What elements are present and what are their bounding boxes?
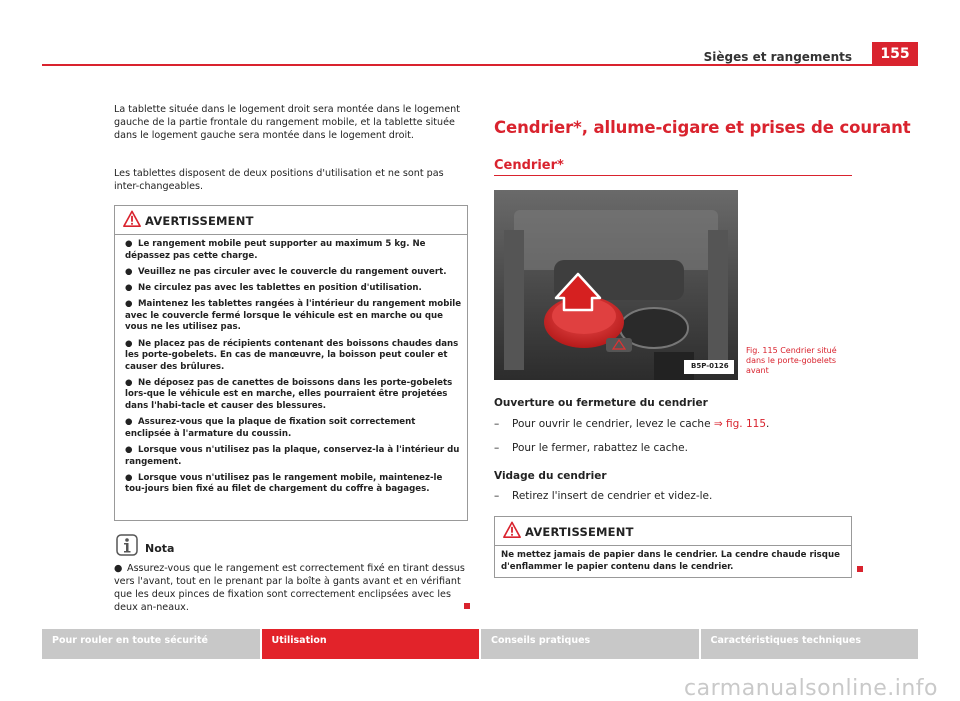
warning-item: ● Le rangement mobile peut supporter au maximum 5 kg. Ne dépassez pas cette charge.: [125, 239, 426, 261]
warning-title: AVERTISSEMENT: [145, 214, 254, 228]
step-open: – Pour ouvrir le cendrier, levez le cache ⇒ fig. 115.: [494, 418, 770, 430]
empty-title: Vidage du cendrier: [494, 470, 607, 482]
intro-paragraph-2: Les tablettes disposent de deux positions d'utilisation et ne sont pas inter-changeables.: [114, 168, 444, 192]
tab-conseils[interactable]: Conseils pratiques: [481, 629, 699, 659]
warning-item: ● Ne placez pas de récipients contenant des boissons chaudes dans les porte-gobelets. En cas de manœuvre, la boisson peut couler et causer des brûlures.: [125, 338, 459, 372]
page-number: 155: [872, 42, 918, 66]
subsection-heading: Cendrier*: [494, 158, 564, 173]
ashtray-warning-text: Ne mettez jamais de papier dans le cendrier. La cendre chaude risque d'enflammer le papier contenu dans le cendrier.: [501, 550, 840, 572]
section-title: Sièges et rangements: [703, 50, 852, 64]
warning-item: ● Lorsque vous n'utilisez pas le rangement mobile, maintenez-le tou-jours bien fixé au filet de chargement du coffre à bagages.: [125, 472, 443, 495]
tab-utilisation[interactable]: Utilisation: [262, 629, 480, 659]
info-note-icon: [116, 533, 138, 557]
section-heading: Cendrier*, allume-cigare et prises de courant: [494, 118, 911, 137]
step-close: – Pour le fermer, rabattez le cache.: [494, 442, 688, 454]
step-empty: – Retirez l'insert de cendrier et videz-le.: [494, 490, 713, 502]
warning-title: AVERTISSEMENT: [525, 525, 634, 539]
figure-caption: Fig. 115 Cendrier situé dans le porte-gobelets avant: [746, 346, 837, 375]
section-end-marker: [464, 603, 470, 609]
warning-header: [495, 517, 851, 546]
warning-item: ● Ne déposez pas de canettes de boissons dans les porte-gobelets lors-que le véhicule est en marche, elles pourraient être projetées dans l'habi-tacle et causer des blessures.: [125, 377, 453, 411]
ashtray-warning-box: [494, 516, 852, 578]
ashtray-illustration: [494, 190, 738, 380]
tab-securite[interactable]: Pour rouler en toute sécurité: [42, 629, 260, 659]
header-rule: [42, 64, 918, 66]
section-end-marker: [857, 566, 863, 572]
warning-item: ● Maintenez les tablettes rangées à l'intérieur du rangement mobile avec le couvercle fermé lorsque le véhicule est en marche ou que vous ne les utilisez pas.: [125, 299, 462, 333]
warning-item: ● Ne circulez pas avec les tablettes en position d'utilisation.: [125, 283, 422, 294]
warning-list: [125, 239, 463, 501]
intro-paragraph-1: La tablette située dans le logement droit sera montée dans le logement gauche de la partie frontale du rangement mobile, et la tablette située dans le logement gauche sera montée dans le logement droit.: [114, 104, 460, 141]
warning-box: [114, 205, 468, 521]
tab-caracteristiques[interactable]: Caractéristiques techniques: [701, 629, 919, 659]
note-title: Nota: [145, 542, 175, 555]
warning-triangle-icon: [503, 521, 521, 539]
watermark: carmanualsonline.info: [684, 676, 938, 701]
open-close-title: Ouverture ou fermeture du cendrier: [494, 397, 708, 409]
warning-header: [115, 206, 467, 235]
note-text: ● Assurez-vous que le rangement est correctement fixé en tirant dessus vers l'avant, tout en le prenant par la boîte à gants avant et en vérifiant que les deux pinces de fixation sont correctement enclipsées avec les deux an-neaux.: [114, 563, 465, 613]
subheading-rule: [494, 175, 852, 176]
ashtray-photo: [494, 190, 738, 380]
warning-item: ● Veuillez ne pas circuler avec le couvercle du rangement ouvert.: [125, 266, 447, 277]
chapter-tabs: [42, 629, 918, 659]
warning-item: ● Lorsque vous n'utilisez pas la plaque, conservez-la à l'intérieur du rangement.: [125, 445, 460, 467]
warning-triangle-icon: [123, 210, 141, 228]
fig-reference-link[interactable]: ⇒ fig. 115: [713, 418, 767, 430]
photo-code: B5P-0126: [691, 362, 729, 370]
warning-item: ● Assurez-vous que la plaque de fixation soit correctement enclipsée à l'armature du coussin.: [125, 417, 416, 439]
